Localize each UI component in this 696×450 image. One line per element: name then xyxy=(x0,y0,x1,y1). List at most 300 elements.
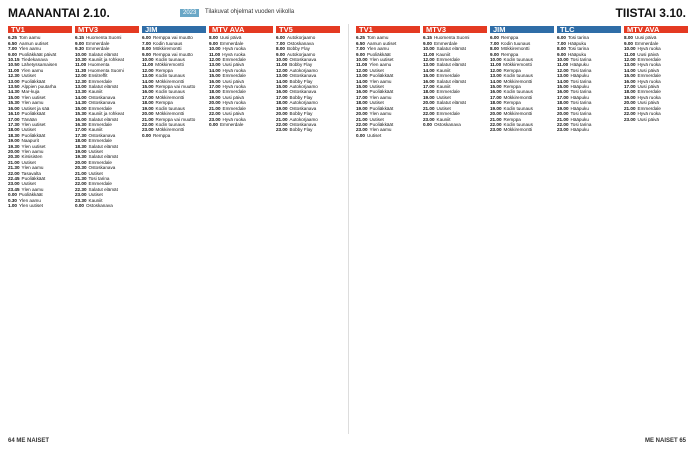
program-time: 22.00 xyxy=(490,121,502,127)
program-time: 19.30 xyxy=(75,154,87,160)
program-time: 22.00 xyxy=(209,111,221,117)
program-title: Kodin tuunaus xyxy=(155,89,185,95)
program-time: 15.00 xyxy=(624,73,636,79)
program-title: Hyvä ruoka xyxy=(637,78,661,84)
program-title: Ylen aamu xyxy=(369,111,392,117)
program-time: 18.00 xyxy=(75,138,87,144)
program-time: 19.00 xyxy=(276,105,288,111)
program-time: 16.00 xyxy=(8,105,20,111)
program-time: 10.15 xyxy=(8,57,20,63)
program-title: Remppa vai muutto xyxy=(155,116,196,122)
program-title: Ostoskanava xyxy=(88,165,116,171)
program-time: 11.00 xyxy=(423,51,435,57)
program-title: Hyvä ruoka xyxy=(637,111,661,117)
program-time: 23.00 xyxy=(423,116,435,122)
program-time: 16.00 xyxy=(209,78,221,84)
program-title: Uusi päivä xyxy=(637,67,659,73)
program-title: Kauniit xyxy=(436,67,451,73)
program-time: 20.00 xyxy=(356,111,368,117)
program-time: 11.00 xyxy=(490,62,502,68)
channel-heading: MTV3 xyxy=(423,26,487,33)
channel-heading: MTV3 xyxy=(75,26,139,33)
program-title: Kauniit xyxy=(436,116,451,122)
program-listing xyxy=(557,127,621,132)
program-title: Ylen aamu xyxy=(18,197,41,203)
program-time: 13.00 xyxy=(557,73,569,79)
program-time: 20.00 xyxy=(490,111,502,117)
program-time: 13.00 xyxy=(75,84,87,90)
program-time: 6.50 xyxy=(8,40,17,46)
program-listing xyxy=(490,127,554,132)
program-time: 9.00 xyxy=(490,51,499,57)
program-time: 21.00 xyxy=(557,116,569,122)
program-title: Emmerdale xyxy=(634,40,659,46)
program-time: 11.00 xyxy=(8,67,20,73)
program-title: Tosi tarina xyxy=(570,78,592,84)
program-time: 15.00 xyxy=(209,73,221,79)
program-time: 14.30 xyxy=(75,100,87,106)
program-title: Emmerdale xyxy=(637,89,661,95)
program-title: Hyvä ruoka xyxy=(637,62,661,68)
program-title: Autokorjaamo xyxy=(289,100,318,106)
program-title: Bobby Flay xyxy=(289,62,313,68)
program-time: 17.30 xyxy=(75,132,87,138)
program-title: Ylen uutiset xyxy=(21,94,46,100)
program-title: Uutiset xyxy=(366,132,382,138)
program-title: Tosi tarina xyxy=(570,121,592,127)
program-title: Uusi päivä xyxy=(219,35,242,41)
program-title: Ylen aamu xyxy=(369,127,392,133)
program-title: Hyvä ruoka xyxy=(222,100,246,106)
program-time: 23.30 xyxy=(75,197,87,203)
program-title: Mökkiremontti xyxy=(155,78,185,84)
program-title: Tosi tarina xyxy=(567,46,589,52)
program-time: 20.00 xyxy=(75,159,87,165)
program-title: Bobby Flay xyxy=(286,46,310,52)
program-time: 6.25 xyxy=(356,35,365,41)
program-time: 9.00 xyxy=(356,51,365,57)
program-time: 18.00 xyxy=(557,100,569,106)
program-title: Uusi päivä xyxy=(637,100,659,106)
program-title: Ylen uutiset xyxy=(369,57,394,63)
program-time: 9.00 xyxy=(8,51,17,57)
program-title: Ostoskanava xyxy=(88,100,116,106)
program-time: 0.00 xyxy=(142,132,151,138)
program-time: 17.00 xyxy=(490,94,502,100)
program-time: 20.00 xyxy=(142,111,154,117)
program-title: Remppa xyxy=(503,84,521,90)
program-title: Ylen uutiset xyxy=(21,121,46,127)
channel-heading: MTV AVA xyxy=(624,26,688,33)
program-title: Uutiset xyxy=(21,73,36,79)
program-title: Emmerdale xyxy=(222,57,246,63)
program-time: 14.00 xyxy=(276,78,288,84)
program-title: Uusi päivä xyxy=(222,94,244,100)
program-title: Kauniit ja rohkeat xyxy=(88,57,124,63)
program-title: Ylen aamu xyxy=(21,67,44,73)
program-title: Hyvä ruoka xyxy=(222,46,246,52)
program-title: Hyvä ruoka xyxy=(222,67,246,73)
program-title: Salatut elämät xyxy=(88,116,118,122)
program-title: Mar-kuja xyxy=(21,89,40,95)
program-time: 8.00 xyxy=(557,46,566,52)
program-title: Uutiset xyxy=(369,84,384,90)
program-time: 8.00 xyxy=(276,46,285,52)
program-time: 10.00 xyxy=(142,57,154,63)
channel-heading: JIM xyxy=(142,26,206,33)
program-time: 17.00 xyxy=(209,84,221,90)
program-time: 17.00 xyxy=(423,84,435,90)
program-time: 14.00 xyxy=(356,78,368,84)
program-title: Kauniit xyxy=(88,89,103,95)
program-title: Salatut elämät xyxy=(436,78,466,84)
program-time: 19.00 xyxy=(624,94,636,100)
program-time: 18.00 xyxy=(490,100,502,106)
program-title: Emmerdale xyxy=(88,138,112,144)
program-time: 6.00 xyxy=(276,35,285,41)
program-time: 6.50 xyxy=(356,40,365,46)
program-title: Kodin tuunaus xyxy=(503,57,533,63)
program-title: Autokorjaamo xyxy=(286,51,316,57)
program-title: Ostoskanava xyxy=(85,203,113,208)
program-time: 12.30 xyxy=(75,78,87,84)
program-title: Mökkiremontti xyxy=(155,94,185,100)
program-title: Hyvä ruoka xyxy=(637,46,661,52)
program-title: Remppa xyxy=(155,67,173,73)
program-time: 6.00 xyxy=(142,35,151,41)
program-title: Kodin tuunaus xyxy=(503,89,533,95)
program-time: 22.00 xyxy=(356,121,368,127)
program-time: 6.25 xyxy=(8,35,17,41)
program-title: Mökkiremontti xyxy=(155,111,185,117)
program-title: Ostoskanava xyxy=(289,105,317,111)
program-title: Emmerdale xyxy=(436,73,460,79)
program-title: Remppa xyxy=(503,116,521,122)
program-time: 22.00 xyxy=(624,111,636,117)
program-title: Hääpuku xyxy=(570,105,589,111)
program-title: Bobby Flay xyxy=(289,94,313,100)
program-title: Huomenta xyxy=(88,62,110,68)
channel-heading: TLC xyxy=(557,26,621,33)
program-title: Remppa xyxy=(155,100,173,106)
program-time: 6.00 xyxy=(490,35,499,41)
program-title: Salatut elämät xyxy=(88,186,118,192)
program-time: 20.00 xyxy=(8,148,20,154)
program-title: Uusi päivä xyxy=(634,35,657,41)
program-title: Kodin tuunaus xyxy=(500,40,531,46)
program-time: 15.00 xyxy=(490,84,502,90)
program-title: Naapurit xyxy=(21,138,39,144)
program-time: 9.00 xyxy=(423,40,432,46)
right-page xyxy=(356,24,691,434)
program-title: Remppa vai muutto xyxy=(152,35,193,41)
program-title: Remppa xyxy=(500,35,519,41)
program-time: 9.00 xyxy=(276,51,285,57)
program-time: 14.00 xyxy=(423,67,435,73)
program-time: 16.00 xyxy=(624,78,636,84)
program-time: 18.00 xyxy=(8,127,20,133)
program-title: Remppa vai muutto xyxy=(155,84,196,90)
program-title: Ylen aamu xyxy=(369,94,392,100)
program-time: 23.00 xyxy=(276,127,288,133)
program-title: Ostoskanava xyxy=(289,57,317,63)
program-title: Hääpuku xyxy=(570,116,589,122)
program-title: Ylen aamu xyxy=(21,186,44,192)
program-time: 18.30 xyxy=(75,143,87,149)
program-time: 13.00 xyxy=(276,73,288,79)
program-title: Uusi päivä xyxy=(222,111,244,117)
program-title: Tom aamu xyxy=(366,35,389,41)
program-time: 23.00 xyxy=(142,127,154,133)
program-title: Kauniit xyxy=(88,127,103,133)
program-time: 9.00 xyxy=(142,51,151,57)
program-title: Mökkiremontti xyxy=(155,62,184,68)
program-time: 0.00 xyxy=(356,132,365,138)
program-time: 12.00 xyxy=(209,57,221,63)
program-title: Puoliäkkäät xyxy=(369,121,394,127)
program-title: Puoliäkkäät xyxy=(369,105,394,111)
program-title: Uusi päivä xyxy=(637,51,659,57)
program-title: Remppa vai muutto xyxy=(152,51,193,57)
program-title: Hyvä ruoka xyxy=(637,94,661,100)
program-time: 11.00 xyxy=(624,51,636,57)
program-time: 12.00 xyxy=(423,57,435,63)
program-title: Alppien puutarha xyxy=(21,84,57,90)
program-title: Tosi tarina xyxy=(570,57,592,63)
program-title: Ylen aamu xyxy=(369,78,392,84)
program-time: 0.00 xyxy=(423,121,432,127)
program-title: Autokorjaamo xyxy=(289,67,318,73)
program-title: Ostoskanava xyxy=(433,121,461,127)
channel-heading: TV5 xyxy=(276,26,340,33)
program-title: Ostoskanava xyxy=(289,89,317,95)
program-time: 9.00 xyxy=(557,51,566,57)
program-title: Mökkiremontti xyxy=(500,46,530,52)
page-date-right: TIISTAI 3.10. xyxy=(615,6,686,20)
program-title: Puoliäkkäät päivät xyxy=(18,51,57,57)
page-date-left: MAANANTAI 2.10. xyxy=(8,6,110,20)
program-time: 18.00 xyxy=(624,89,636,95)
program-title: Remppa xyxy=(503,67,521,73)
right-column-jim xyxy=(490,24,554,434)
program-title: Emmerdale xyxy=(433,40,458,46)
program-time: 22.00 xyxy=(142,121,154,127)
program-time: 16.00 xyxy=(142,89,154,95)
program-title: Kauniit xyxy=(88,197,103,203)
program-title: Kodin tuunaus xyxy=(155,57,185,63)
program-time: 18.00 xyxy=(423,89,435,95)
program-time: 13.00 xyxy=(624,62,636,68)
program-time: 14.00 xyxy=(624,67,636,73)
program-time: 19.00 xyxy=(490,105,502,111)
program-time: 7.00 xyxy=(276,40,285,46)
program-time: 17.00 xyxy=(142,94,154,100)
program-time: 23.00 xyxy=(490,127,502,133)
program-time: 14.30 xyxy=(8,89,20,95)
program-time: 16.00 xyxy=(557,89,569,95)
program-time: 19.00 xyxy=(356,105,368,111)
program-time: 9.00 xyxy=(75,40,84,46)
program-title: Kodin tuunaus xyxy=(152,40,183,46)
program-title: Tosi tarina xyxy=(567,35,589,41)
right-column-mtv-ava xyxy=(624,24,688,434)
program-time: 16.00 xyxy=(490,89,502,95)
program-title: Ylen aamu xyxy=(21,148,44,154)
program-time: 0.00 xyxy=(75,203,84,208)
program-title: Emmerdale xyxy=(222,105,246,111)
program-time: 14.00 xyxy=(142,78,154,84)
program-title: Uusi päivä xyxy=(637,116,659,122)
program-time: 17.00 xyxy=(624,84,636,90)
program-time: 19.00 xyxy=(209,94,221,100)
program-time: 10.00 xyxy=(209,46,221,52)
program-title: Uutiset ja sää xyxy=(21,105,50,111)
program-title: Emmerdale xyxy=(85,46,110,52)
program-title: Mökkiremontti xyxy=(152,46,182,52)
program-time: 18.30 xyxy=(8,132,20,138)
program-title: Kodin tuunaus xyxy=(155,121,185,127)
program-time: 15.30 xyxy=(8,100,20,106)
program-time: 21.00 xyxy=(490,116,502,122)
right-column-mtv3 xyxy=(423,24,487,434)
program-title: Emmerdale xyxy=(637,105,661,111)
right-column-tv1 xyxy=(356,24,420,434)
program-time: 17.00 xyxy=(356,94,368,100)
program-time: 22.00 xyxy=(75,181,87,187)
program-title: Emmerdale xyxy=(219,121,244,127)
program-title: Remppa xyxy=(152,132,171,138)
program-time: 10.00 xyxy=(624,46,636,52)
program-listing xyxy=(624,117,688,122)
program-title: Remppa xyxy=(503,100,521,106)
program-time: 19.30 xyxy=(8,143,20,149)
program-time: 20.00 xyxy=(276,111,288,117)
program-title: Uusi päivä xyxy=(637,84,659,90)
program-time: 6.15 xyxy=(423,35,432,41)
channel-heading: TV1 xyxy=(8,26,72,33)
program-title: Emmerdale xyxy=(88,181,112,187)
program-title: Hääpuku xyxy=(567,40,587,46)
program-title: Emmerdale xyxy=(88,121,112,127)
program-title: Tosi tarina xyxy=(570,100,592,106)
program-time: 12.30 xyxy=(8,73,20,79)
program-time: 0.00 xyxy=(209,121,218,127)
program-time: 9.30 xyxy=(75,46,84,52)
program-time: 20.00 xyxy=(624,100,636,106)
program-title: Kodin tuunaus xyxy=(155,73,185,79)
program-time: 7.00 xyxy=(557,40,566,46)
left-column-mtv3 xyxy=(75,24,139,434)
program-time: 13.00 xyxy=(142,73,154,79)
program-title: Ylen aamu xyxy=(18,46,41,52)
program-title: Uusi päivä xyxy=(222,62,244,68)
program-title: Emmerdale xyxy=(436,57,460,63)
program-time: 17.00 xyxy=(276,94,288,100)
program-listing xyxy=(8,203,72,208)
program-time: 18.00 xyxy=(276,100,288,106)
program-title: Ylen uutiset xyxy=(18,203,43,208)
program-time: 19.00 xyxy=(142,105,154,111)
program-title: Uutiset xyxy=(369,67,384,73)
program-time: 10.00 xyxy=(276,57,288,63)
program-time: 10.00 xyxy=(557,57,569,63)
program-time: 20.00 xyxy=(557,111,569,117)
left-column-jim xyxy=(142,24,206,434)
program-time: 23.00 xyxy=(356,127,368,133)
program-title: Lähetyssamaisen xyxy=(21,62,58,68)
program-time: 13.30 xyxy=(75,89,87,95)
program-time: 20.30 xyxy=(8,154,20,160)
program-time: 8.00 xyxy=(142,46,151,52)
program-listing xyxy=(423,122,487,127)
program-time: 21.00 xyxy=(75,170,87,176)
program-time: 16.00 xyxy=(423,78,435,84)
footer-right: ME NAISET 65 xyxy=(644,438,686,444)
program-title: Uusi päivä xyxy=(222,78,244,84)
program-time: 12.00 xyxy=(490,67,502,73)
program-title: Emmerdale xyxy=(222,73,246,79)
program-title: Ylen aamu xyxy=(21,100,44,106)
program-time: 20.00 xyxy=(423,100,435,106)
program-time: 12.00 xyxy=(75,73,87,79)
program-title: Salatut elämät xyxy=(88,143,118,149)
program-time: 15.00 xyxy=(8,94,20,100)
program-time: 21.00 xyxy=(209,105,221,111)
right-column-tlc xyxy=(557,24,621,434)
program-title: Kauniit xyxy=(436,84,451,90)
program-title: Puoliäkkäät xyxy=(366,51,391,57)
program-title: Uutiset xyxy=(436,94,451,100)
program-time: 13.50 xyxy=(8,84,20,90)
program-title: Ylen aamu xyxy=(21,165,44,171)
program-time: 12.00 xyxy=(624,57,636,63)
program-title: Mökkiremontti xyxy=(503,127,533,133)
program-title: Uutiset xyxy=(88,148,103,154)
program-title: Emmerdale xyxy=(436,111,460,117)
program-title: Kodin tuunaus xyxy=(503,105,533,111)
program-title: Emmerdale xyxy=(88,159,112,165)
program-title: Uutiset xyxy=(21,127,36,133)
program-title: Puoliäkkäät xyxy=(369,73,394,79)
program-title: Uutiset xyxy=(21,181,36,187)
program-title: Bobby Flay xyxy=(289,127,313,133)
program-title: Tiedekanava xyxy=(21,57,48,63)
program-title: Salatut elämät xyxy=(436,46,466,52)
program-time: 15.30 xyxy=(75,111,87,117)
program-title: Tasavalta xyxy=(21,170,41,176)
program-title: Kodin tuunaus xyxy=(155,105,185,111)
channel-heading: MTV AVA xyxy=(209,26,273,33)
program-title: Hääpuku xyxy=(570,127,589,133)
program-title: Uutiset xyxy=(436,105,451,111)
program-title: Autokorjaamo xyxy=(289,84,318,90)
program-title: Kauniit ja rohkeat xyxy=(88,111,124,117)
program-time: 7.00 xyxy=(142,40,151,46)
program-title: Uutiset xyxy=(88,170,103,176)
program-time: 22.00 xyxy=(557,121,569,127)
program-time: 22.00 xyxy=(276,121,288,127)
program-time: 13.00 xyxy=(423,62,435,68)
program-title: Ostoskanava xyxy=(286,40,314,46)
program-title: Emmerdale xyxy=(88,105,112,111)
program-title: Ostoskanava xyxy=(88,94,116,100)
program-time: 21.00 xyxy=(142,116,154,122)
program-title: Puoliäkkäät xyxy=(21,111,46,117)
program-time: 10.30 xyxy=(75,57,87,63)
program-time: 8.00 xyxy=(624,35,633,41)
program-time: 9.00 xyxy=(209,40,218,46)
program-time: 0.30 xyxy=(8,197,17,203)
